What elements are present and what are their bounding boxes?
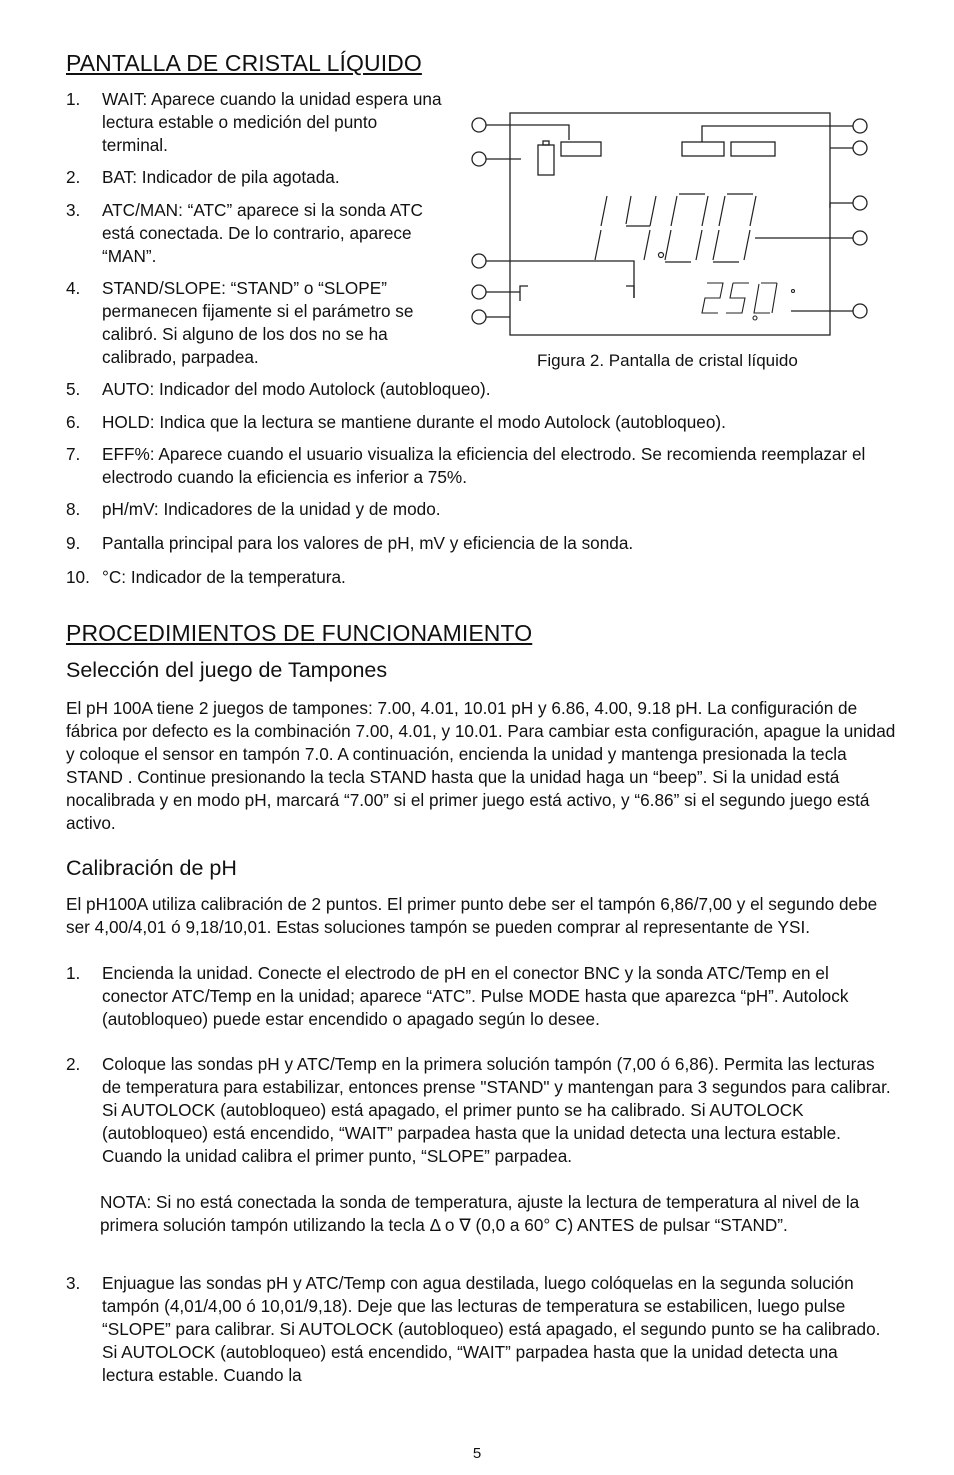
list-item <box>102 166 447 189</box>
key-label: MODE <box>528 986 580 1006</box>
indicator-box <box>561 142 601 156</box>
step <box>102 962 894 1031</box>
key-label: AUTOLOCK <box>709 1100 804 1120</box>
item-number: 8. <box>66 499 81 519</box>
item-text: Indicador de la temperatura. <box>126 567 346 587</box>
lcd-frame <box>510 113 830 335</box>
item-key: EFF%: <box>102 444 155 464</box>
main-readout <box>595 194 756 262</box>
step-text: Encienda la unidad. Conecte el electrodo de pH en el conector BNC y la sonda ATC/Temp en el conector ATC/Temp en la unidad; aparece “ATC”. Pulse <box>102 963 829 1006</box>
item-key: °C: <box>102 567 127 587</box>
note <box>100 1191 895 1237</box>
item-text: “ATC” aparece si la sonda ATC está conectada. De lo contrario, aparece “MAN”. <box>102 200 423 266</box>
paragraph <box>66 697 896 835</box>
item-number: 3. <box>66 200 81 220</box>
battery-icon <box>538 145 554 175</box>
subsection-title: Selección del juego de Tampones <box>66 658 388 682</box>
indicator-box <box>731 142 775 156</box>
figure-caption: Figura 2. Pantalla de cristal líquido <box>537 351 798 370</box>
bracket-indicator <box>520 286 528 301</box>
item-number: 9. <box>66 533 81 553</box>
item-number: 5. <box>66 379 81 399</box>
item-key: BAT: <box>102 167 138 187</box>
paragraph-text: . Continue presionando la tecla STAND hasta que la unidad haga un “beep”. Si la unidad está nocalibrada y en modo pH, marcará “7.00” si el primer juego está activo, y “6.86” si el segundo juego está activo. <box>66 767 870 833</box>
bracket-indicator <box>626 286 634 298</box>
leader-line <box>486 125 569 140</box>
key-label: AUTOLOCK <box>298 1319 394 1339</box>
step-number: 2. <box>66 1054 81 1074</box>
item-number: 6. <box>66 412 81 432</box>
item-key: STAND/SLOPE: <box>102 278 226 298</box>
indicator-box <box>682 142 724 156</box>
note-text: o <box>440 1215 460 1235</box>
list-item <box>102 277 447 369</box>
item-text: : Indica que la lectura se mantiene durante el modo Autolock (autobloqueo). <box>149 412 726 432</box>
step-number: 3. <box>66 1273 81 1293</box>
item-number: 1. <box>66 89 81 109</box>
step-text: (autobloqueo) está apagado, el primer punto se ha calibrado. Si <box>215 1100 710 1120</box>
list-item <box>102 566 892 589</box>
list-item <box>102 378 892 401</box>
step-number: 1. <box>66 963 81 983</box>
key-label: AUTOLOCK <box>121 1100 216 1120</box>
item-key: HOLD <box>102 412 150 432</box>
callout-circle <box>853 231 867 245</box>
item-number: 2. <box>66 167 81 187</box>
temp-readout <box>702 283 795 320</box>
callout-circle <box>472 285 486 299</box>
key-label: ANTES <box>577 1215 635 1235</box>
down-triangle-icon: ∇ <box>459 1215 471 1235</box>
item-number: 7. <box>66 444 81 464</box>
note-label: NOTA: <box>100 1192 152 1212</box>
item-key: WAIT: <box>102 89 148 109</box>
step-text: Enjuague las sondas pH y ATC/Temp con agua destilada, luego colóquelas en la segunda solución tampón (4,01/4,00 ó 10,01/9,18). Deje que las lecturas de temperatura se estabilicen, luego pulse “SLOPE” para calibrar. Si <box>102 1273 854 1339</box>
item-number: 4. <box>66 278 81 298</box>
item-text: Pantalla principal para los valores de pH, mV y eficiencia de la sonda. <box>102 533 634 553</box>
item-text: Aparece cuando la unidad espera una lectura estable o medición del punto terminal. <box>102 89 442 155</box>
battery-tip <box>543 141 549 145</box>
item-key: pH/mV <box>102 499 154 519</box>
lcd-diagram <box>465 108 875 340</box>
step-text: (autobloqueo) está apagado, el segundo punto se ha calibrado. Si <box>102 1319 881 1362</box>
step <box>102 1272 894 1387</box>
note-text: Si no está conectada la sonda de temperatura, ajuste la lectura de temperatura al nivel de la primera solución tampón utilizando la tecla <box>100 1192 860 1235</box>
paragraph: El pH100A utiliza calibración de 2 puntos. El primer punto debe ser el tampón 6,86/7,00 y el segundo debe ser 4,00/4,01 ó 9,18/10,01. Estas soluciones tampón se pueden comprar al representante de YSI. <box>66 894 878 937</box>
item-text: Aparece cuando el usuario visualiza la eficiencia del electrodo. Se recomienda reemplazar el electrodo cuando la eficiencia es inferior a 75%. <box>102 444 866 487</box>
list-item <box>102 88 447 157</box>
list-item <box>102 498 892 521</box>
up-triangle-icon: Δ <box>429 1215 441 1235</box>
list-item <box>102 443 892 489</box>
step-text: (autobloqueo) está encendido, “WAIT” parpadea hasta que la unidad detecta una lectura estable. Cuando la <box>102 1342 838 1385</box>
list-item <box>102 199 447 268</box>
item-text: “STAND” o “SLOPE” permanecen fijamente si el parámetro se calibró. Si alguno de los dos no se ha calibrado, parpadea. <box>102 278 414 367</box>
callout-circle <box>472 310 486 324</box>
list-item <box>102 411 892 434</box>
callout-circle <box>853 304 867 318</box>
note-text: de pulsar “STAND”. <box>634 1215 788 1235</box>
callout-circle <box>472 254 486 268</box>
section-title-lcd: PANTALLA DE CRISTAL LÍQUIDO <box>66 50 422 76</box>
callout-circle <box>853 119 867 133</box>
item-text: : Indicador del modo Autolock (autobloqueo). <box>149 379 491 399</box>
callout-circle <box>472 118 486 132</box>
item-number: 10. <box>66 567 90 587</box>
step-text: (autobloqueo) está encendido, “WAIT” parpadea hasta que la unidad detecta una lectura estable. Cuando la unidad calibra el primer punto, “SLOPE” parpadea. <box>102 1123 841 1166</box>
step-text: Coloque las sondas pH y ATC/Temp en la primera solución tampón (7,00 ó 6,86). Permita las lecturas de temperatura para estabilizar, entonces prense "STAND" y mantengan para 3 segundos para calibrar. Si <box>102 1054 891 1120</box>
item-text: Indicador de pila agotada. <box>137 167 340 187</box>
step-text: hasta que aparezca “pH”. Autolock (autobloqueo) puede estar encendido o apagado según lo desee. <box>102 986 849 1029</box>
page-number: 5 <box>472 1445 482 1462</box>
leader-line <box>830 203 853 208</box>
key-label: AUTOLOCK <box>121 1342 216 1362</box>
note-text: (0,0 a 60° C) <box>470 1215 577 1235</box>
section-title-procedures: PROCEDIMIENTOS DE FUNCIONAMIENTO <box>66 620 533 646</box>
item-key: AUTO <box>102 379 150 399</box>
item-text: : Indicadores de la unidad y de modo. <box>153 499 441 519</box>
key-label: STAND <box>66 767 123 787</box>
callout-circle <box>853 141 867 155</box>
subsection-title: Calibración de pH <box>66 856 237 880</box>
step <box>102 1053 894 1168</box>
list-item <box>102 532 892 555</box>
callout-circle <box>472 152 486 166</box>
callout-circle <box>853 196 867 210</box>
item-key: ATC/MAN: <box>102 200 183 220</box>
paragraph-text: El pH 100A tiene 2 juegos de tampones: 7.00, 4.01, 10.01 pH y 6.86, 4.00, 9.18 pH. La configuración de fábrica por defecto es la combinación 7.00, 4.01, y 10.01. Para cambiar esta configuración, apague la unidad y coloque el sensor en tampón 7.0. A continuación, encienda la unidad y mantenga presionada la tecla <box>66 698 896 764</box>
